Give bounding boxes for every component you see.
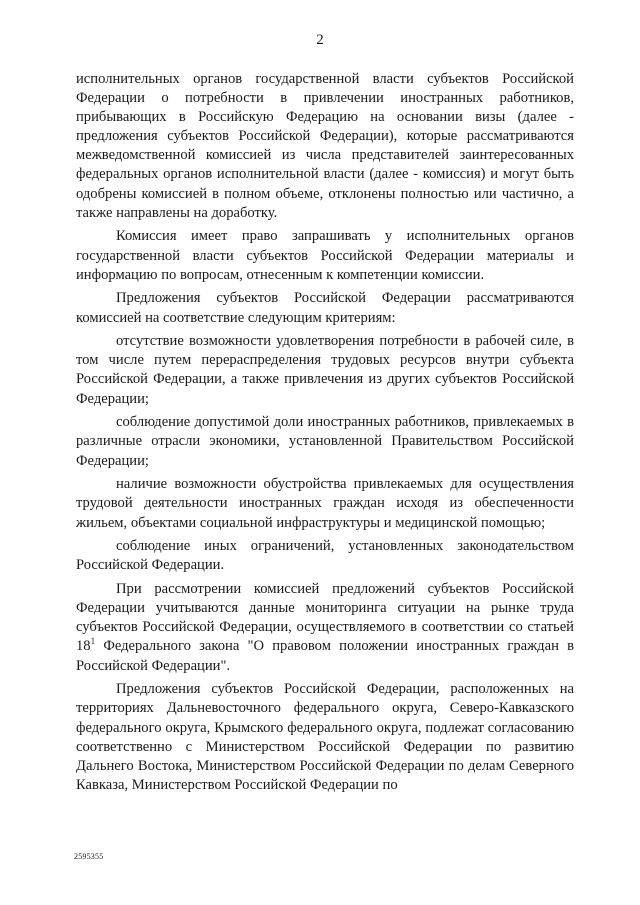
criterion-1: отсутствие возможности удовлетворения потребности в рабочей силе, в том числе путем перераспределения трудовых ресурсов внутри субъекта Российской Федерации, а также привлечения из других субъектов Российской Федерации; — [76, 333, 574, 407]
document-code: 2595355 — [74, 852, 104, 861]
criterion-3: наличие возможности обустройства привлекаемых для осуществления трудовой деятельности иностранных граждан исходя из обеспеченности жильем, объектами социальной инфраструктуры и медицинской помощью; — [76, 476, 574, 531]
paragraph-text-after: Федерального закона "О правовом положении иностранных граждан в Российской Федерации". — [76, 638, 574, 674]
paragraph-3: Предложения субъектов Российской Федерации рассматриваются комиссией на соответствие следующим критериям: — [76, 290, 574, 326]
paragraph-monitoring — [76, 580, 574, 675]
page-number: 2 — [316, 32, 324, 48]
paragraph-regions: Предложения субъектов Российской Федерации, расположенных на территориях Дальневосточного федерального округа, Северо-Кавказского федерального округа, Крымского федерального округа, подлежат согласованию соответственно с Министерством Российской Федерации по развитию Дальнего Востока, Министерством Российской Федерации по делам Северного Кавказа, Министерством Российской Федерации по — [76, 681, 574, 793]
paragraph-2: Комиссия имеет право запрашивать у исполнительных органов государственной власти субъектов Российской Федерации материалы и информацию по вопросам, отнесенным к компетенции комиссии. — [76, 228, 574, 283]
article-superscript: 1 — [90, 635, 96, 646]
document-body — [76, 70, 574, 800]
criterion-4: соблюдение иных ограничений, установленных законодательством Российской Федерации. — [76, 538, 574, 574]
criterion-2: соблюдение допустимой доли иностранных работников, привлекаемых в различные отрасли экономики, установленной Правительством Российской Федерации; — [76, 414, 574, 469]
paragraph-text-before: При рассмотрении комиссией предложений субъектов Российской Федерации учитываются данные мониторинга ситуации на рынке труда субъектов Российской Федерации, осуществляемого в соответствии со статьей 18 — [76, 581, 574, 655]
paragraph-1: исполнительных органов государственной власти субъектов Российской Федерации о потребности в привлечении иностранных работников, прибывающих в Российскую Федерацию на основании визы (далее - предложения субъектов Российской Федерации), которые рассматриваются межведомственной комиссией из числа представителей заинтересованных федеральных органов исполнительной власти (далее - комиссия) и могут быть одобрены комиссией в полном объеме, отклонены полностью или частично, а также направлены на доработку. — [76, 71, 574, 221]
